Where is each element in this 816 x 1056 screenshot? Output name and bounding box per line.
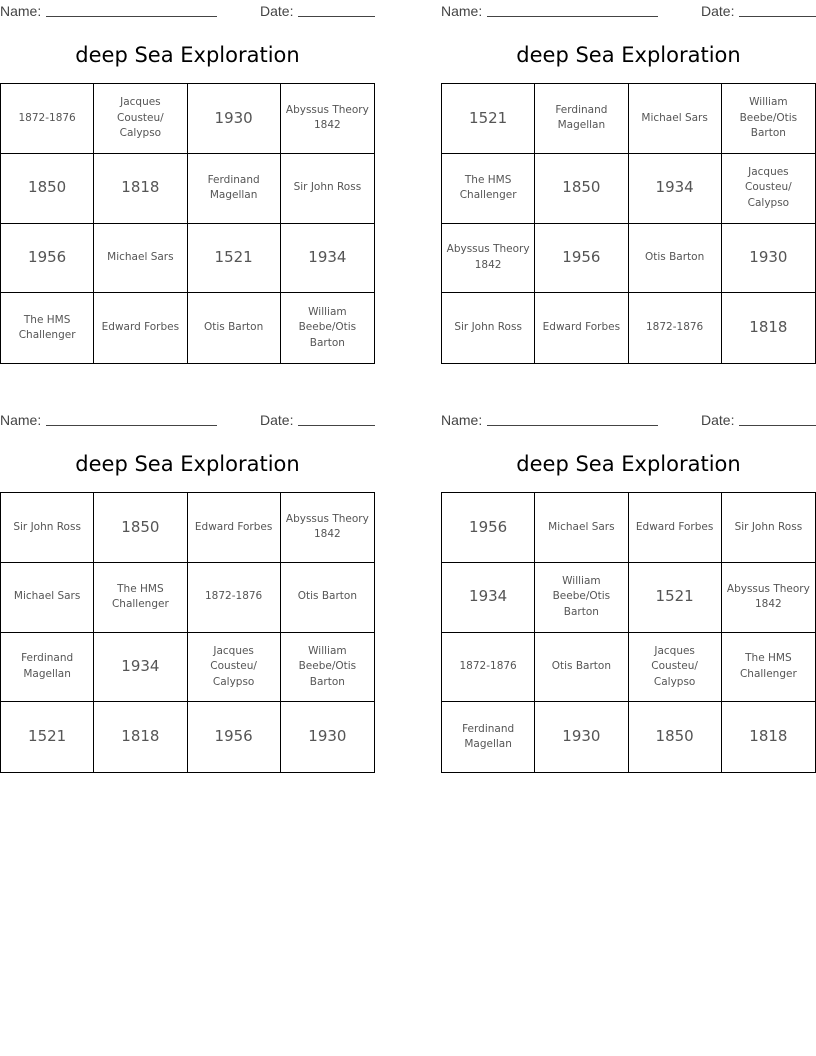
bingo-cell: Sir John Ross (1, 493, 94, 563)
bingo-cell: William Beebe/Otis Barton (722, 84, 815, 154)
bingo-card (441, 0, 816, 337)
bingo-cell: Edward Forbes (94, 293, 187, 363)
bingo-grid (0, 83, 375, 364)
bingo-cell: Otis Barton (629, 224, 722, 294)
bingo-cell: Michael Sars (1, 563, 94, 633)
name-label: Name: (441, 412, 483, 428)
bingo-cell: The HMS Challenger (442, 154, 535, 224)
bingo-cell: Jacques Cousteu/ Calypso (629, 633, 722, 703)
bingo-grid (441, 83, 816, 364)
bingo-cell: 1956 (188, 702, 281, 772)
bingo-cell: Edward Forbes (535, 293, 628, 363)
bingo-cell: 1930 (535, 702, 628, 772)
bingo-cell: 1818 (94, 702, 187, 772)
bingo-cell: 1850 (535, 154, 628, 224)
bingo-cell: Abyssus Theory 1842 (281, 84, 374, 154)
name-date-header (0, 0, 375, 22)
bingo-card (441, 409, 816, 751)
bingo-cell: 1956 (442, 493, 535, 563)
bingo-cell: Otis Barton (281, 563, 374, 633)
bingo-cell: 1872-1876 (1, 84, 94, 154)
bingo-cell: 1521 (629, 563, 722, 633)
name-blank-line (487, 16, 658, 17)
name-blank-line (46, 425, 217, 426)
bingo-cell: The HMS Challenger (1, 293, 94, 363)
bingo-cell: 1934 (442, 563, 535, 633)
bingo-cell: 1850 (629, 702, 722, 772)
bingo-cell: 1956 (535, 224, 628, 294)
bingo-cell: 1934 (94, 633, 187, 703)
bingo-cell: Sir John Ross (442, 293, 535, 363)
bingo-cell: William Beebe/Otis Barton (298, 305, 357, 349)
bingo-cell: The HMS Challenger (722, 633, 815, 703)
bingo-cell: Michael Sars (535, 493, 628, 563)
bingo-cell: Otis Barton (188, 293, 281, 363)
bingo-cell: 1872-1876 (188, 563, 281, 633)
name-label: Name: (441, 3, 483, 19)
bingo-cell: Michael Sars (94, 224, 187, 294)
bingo-cell: William Beebe/Otis Barton (535, 563, 628, 633)
bingo-cell: 1818 (749, 727, 788, 746)
date-blank-line (739, 425, 816, 426)
bingo-cell: 1934 (281, 224, 374, 294)
name-date-header (0, 409, 375, 431)
name-date-header (441, 409, 816, 431)
bingo-card (0, 409, 375, 746)
bingo-cell: The HMS Challenger (94, 563, 187, 633)
bingo-cell: Sir John Ross (722, 493, 815, 563)
date-label: Date: (260, 412, 294, 428)
card-title: deep Sea Exploration (516, 452, 741, 476)
bingo-cell: 1521 (442, 84, 535, 154)
bingo-cell: 1930 (722, 224, 815, 294)
name-blank-line (487, 425, 658, 426)
bingo-cell: Edward Forbes (188, 493, 281, 563)
date-label: Date: (260, 3, 294, 19)
bingo-cell: 1818 (749, 318, 788, 337)
bingo-cell: 1521 (1, 702, 94, 772)
name-blank-line (46, 16, 217, 17)
bingo-cell: Ferdinand Magellan (535, 84, 628, 154)
bingo-grid (0, 492, 375, 773)
name-date-header (441, 0, 816, 22)
bingo-cell: Edward Forbes (629, 493, 722, 563)
bingo-cell: 1818 (94, 154, 187, 224)
bingo-cell: Sir John Ross (281, 154, 374, 224)
bingo-card (0, 0, 375, 349)
bingo-cell: 1850 (94, 493, 187, 563)
date-label: Date: (701, 3, 735, 19)
bingo-cell: 1956 (1, 224, 94, 294)
date-blank-line (739, 16, 816, 17)
name-label: Name: (0, 3, 42, 19)
date-label: Date: (701, 412, 735, 428)
bingo-cell: 1930 (308, 727, 347, 746)
bingo-cell: Abyssus Theory 1842 (281, 493, 374, 563)
bingo-grid (441, 492, 816, 773)
bingo-cell: 1872-1876 (629, 293, 722, 363)
bingo-cell: Ferdinand Magellan (188, 154, 281, 224)
bingo-cell: Otis Barton (535, 633, 628, 703)
bingo-cell: Abyssus Theory 1842 (722, 563, 815, 633)
date-blank-line (298, 425, 375, 426)
date-blank-line (298, 16, 375, 17)
bingo-cell: 1521 (188, 224, 281, 294)
bingo-cell: 1872-1876 (442, 633, 535, 703)
card-title: deep Sea Exploration (75, 452, 300, 476)
bingo-cell: Jacques Cousteu/ Calypso (722, 154, 815, 224)
bingo-cell: William Beebe/Otis Barton (281, 633, 374, 703)
bingo-cell: 1850 (1, 154, 94, 224)
bingo-cell: Jacques Cousteu/ Calypso (94, 84, 187, 154)
bingo-cell: Ferdinand Magellan (442, 702, 535, 772)
bingo-cell: 1930 (188, 84, 281, 154)
card-title: deep Sea Exploration (75, 43, 300, 67)
bingo-cell: Michael Sars (629, 84, 722, 154)
bingo-cell: Abyssus Theory 1842 (442, 224, 535, 294)
bingo-cell: 1934 (629, 154, 722, 224)
bingo-cell: Ferdinand Magellan (1, 633, 94, 703)
bingo-cell: Jacques Cousteu/ Calypso (188, 633, 281, 703)
name-label: Name: (0, 412, 42, 428)
card-title: deep Sea Exploration (516, 43, 741, 67)
